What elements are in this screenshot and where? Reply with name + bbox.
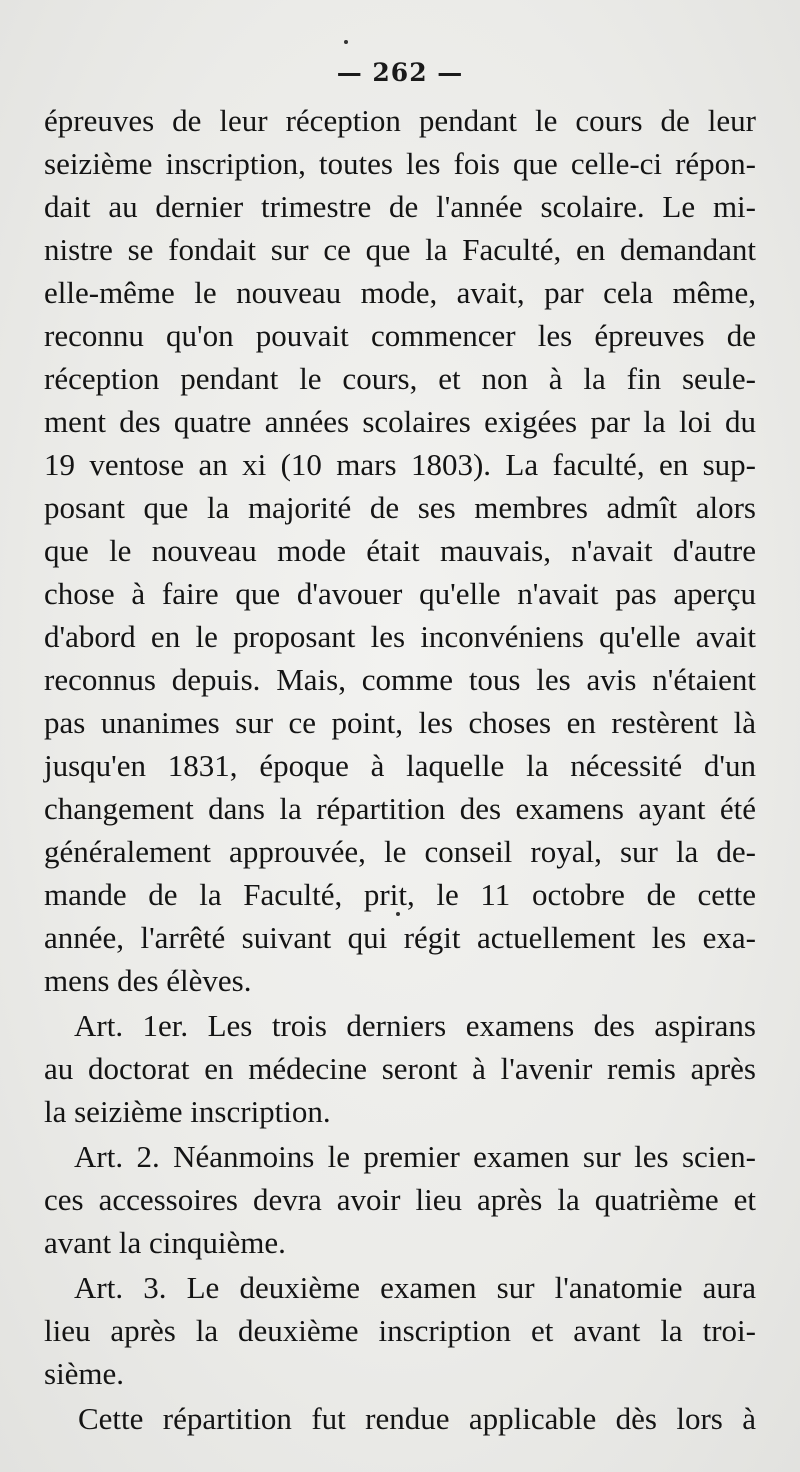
text-line: changement dans la répartition des examens ayant été (44, 791, 756, 826)
text-line: au doctorat en médecine seront à l'avenir remis après (44, 1051, 756, 1086)
text-line: 19 ventose an xi (10 mars 1803). La faculté, en sup- (44, 447, 756, 482)
text-line: posant que la majorité de ses membres admît alors (44, 490, 756, 525)
text-line: elle-même le nouveau mode, avait, par cela même, (44, 275, 756, 310)
ink-speck (396, 912, 400, 916)
text-line: Cette répartition fut rendue applicable dès lors à (78, 1401, 756, 1436)
text-line: reconnus depuis. Mais, comme tous les avis n'étaient (44, 662, 756, 697)
article-line: Art. 3. Le deuxième examen sur l'anatomie aura (74, 1270, 756, 1305)
text-line: jusqu'en 1831, époque à laquelle la nécessité d'un (44, 748, 756, 783)
text-line: ment des quatre années scolaires exigées par la loi du (44, 404, 756, 439)
text-line: dait au dernier trimestre de l'année scolaire. Le mi- (44, 189, 756, 224)
text-line: chose à faire que d'avouer qu'elle n'avait pas aperçu (44, 576, 756, 611)
text-line: généralement approuvée, le conseil royal, sur la de- (44, 834, 756, 869)
text-line: ces accessoires devra avoir lieu après la quatrième et (44, 1182, 756, 1217)
text-line: seizième inscription, toutes les fois que celle-ci répon- (44, 146, 756, 181)
text-line: réception pendant le cours, et non à la fin seule- (44, 361, 756, 396)
text-line: lieu après la deuxième inscription et avant la troi- (44, 1313, 756, 1348)
article-line: Art. 2. Néanmoins le premier examen sur les scien- (74, 1139, 756, 1174)
text-line: d'abord en le proposant les inconvéniens qu'elle avait (44, 619, 756, 654)
text-line: reconnu qu'on pouvait commencer les épreuves de (44, 318, 756, 353)
text-line: épreuves de leur réception pendant le cours de leur (44, 103, 756, 138)
page-number: — 262 — (336, 58, 464, 87)
text-line: nistre se fondait sur ce que la Faculté, en demandant (44, 232, 756, 267)
text-line: sième. (44, 1356, 125, 1391)
text-line: la seizième inscription. (44, 1094, 331, 1129)
article-line: Art. 1er. Les trois derniers examens des aspirans (74, 1008, 756, 1043)
text-line: mande de la Faculté, prit, le 11 octobre de cette (44, 877, 756, 912)
text-line: pas unanimes sur ce point, les choses en restèrent là (44, 705, 756, 740)
text-line: avant la cinquième. (44, 1225, 286, 1260)
text-line: année, l'arrêté suivant qui régit actuellement les exa- (44, 920, 756, 955)
text-line: que le nouveau mode était mauvais, n'avait d'autre (44, 533, 756, 568)
text-line: mens des élèves. (44, 963, 252, 998)
ink-speck (344, 40, 348, 44)
